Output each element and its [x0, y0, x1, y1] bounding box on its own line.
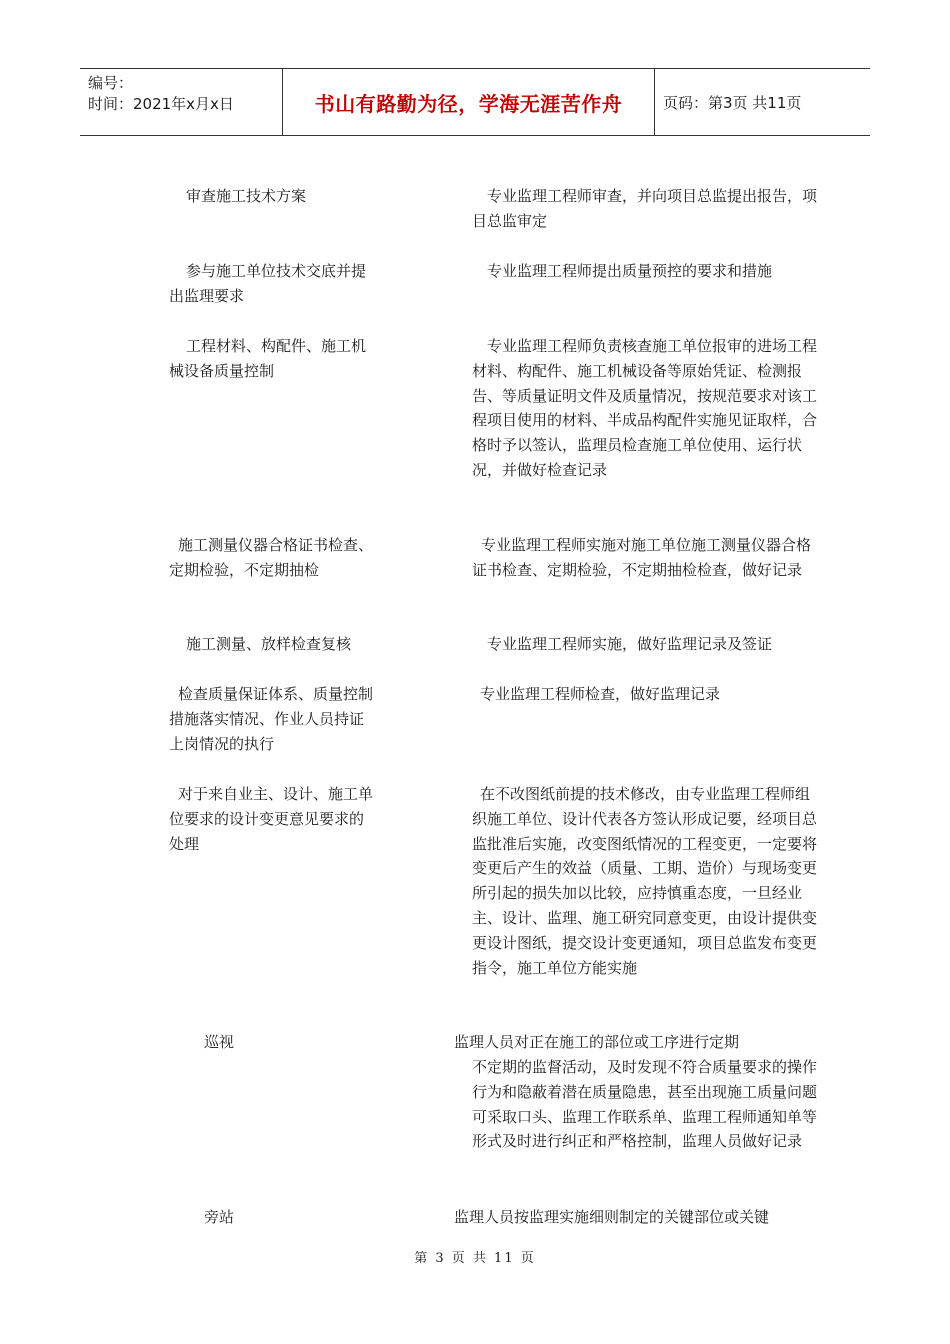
row-1-action: 专业监理工程师审查，并向项目总监提出报告，项目总监审定	[472, 187, 818, 230]
row-8-action-first: 监理人员对正在施工的部位或工序进行定期	[454, 1033, 740, 1051]
document-date: 时间：2021年x月x日	[88, 95, 234, 113]
row-2-item: 参与施工单位技术交底并提出监理要求	[169, 262, 367, 305]
row-2-action: 专业监理工程师提出质量预控的要求和措施	[487, 262, 773, 280]
header-meta	[80, 69, 283, 135]
row-4-item: 施工测量仪器合格证书检查、定期检验，不定期抽检	[169, 536, 374, 579]
row-9-item: 旁站	[204, 1208, 235, 1226]
document-number-label: 编号：	[88, 74, 134, 92]
row-8-item: 巡视	[204, 1033, 235, 1051]
row-5-item: 施工测量、放样检查复核	[186, 635, 352, 653]
page-footer: 第 3 页 共 11 页	[414, 1251, 536, 1266]
row-8-action-rest: 不定期的监督活动，及时发现不符合质量要求的操作行为和隐蔽着潜在质量隐患，甚至出现施工质量问题可采取口头、监理工作联系单、监理工程师通知单等形式及时进行纠正和严格控制，监理人员做好记录	[472, 1058, 818, 1151]
row-3-action: 专业监理工程师负责核查施工单位报审的进场工程材料、构配件、施工机械设备等原始凭证、检测报告、等质量证明文件及质量情况，按规范要求对该工程项目使用的材料、半成品构配件实施见证取样，合格时予以签认，监理员检查施工单位使用、运行状况，并做好检查记录	[472, 337, 818, 479]
header-motto: 书山有路勤为径，学海无涯苦作舟	[283, 69, 655, 135]
header-page-info: 页码：第3页 共11页	[663, 93, 802, 112]
row-7-action: 在不改图纸前提的技术修改，由专业监理工程师组织施工单位、设计代表各方签认形成记要，经项目总监批准后实施，改变图纸情况的工程变更，一定要将变更后产生的效益（质量、工期、造价）与现场变更所引起的损失加以比较，应持慎重态度，一旦经业主、设计、监理、施工研究同意变更，由设计提供变更设计图纸，提交设计变更通知，项目总监发布变更指令，施工单位方能实施	[472, 785, 818, 977]
row-6-item: 检查质量保证体系、质量控制措施落实情况、作业人员持证上岗情况的执行	[169, 685, 374, 753]
row-5-action: 专业监理工程师实施，做好监理记录及签证	[487, 635, 773, 653]
row-7-item: 对于来自业主、设计、施工单位要求的设计变更意见要求的处理	[169, 785, 374, 853]
row-9-action-first: 监理人员按监理实施细则制定的关键部位或关键	[454, 1208, 770, 1226]
row-4-action: 专业监理工程师实施对施工单位施工测量仪器合格证书检查、定期检验，不定期抽检检查，做好记录	[472, 536, 812, 579]
row-1-item: 审查施工技术方案	[186, 187, 307, 205]
page-header	[80, 68, 870, 136]
row-6-action: 专业监理工程师检查，做好监理记录	[480, 685, 721, 703]
row-3-item: 工程材料、构配件、施工机械设备质量控制	[169, 337, 367, 380]
